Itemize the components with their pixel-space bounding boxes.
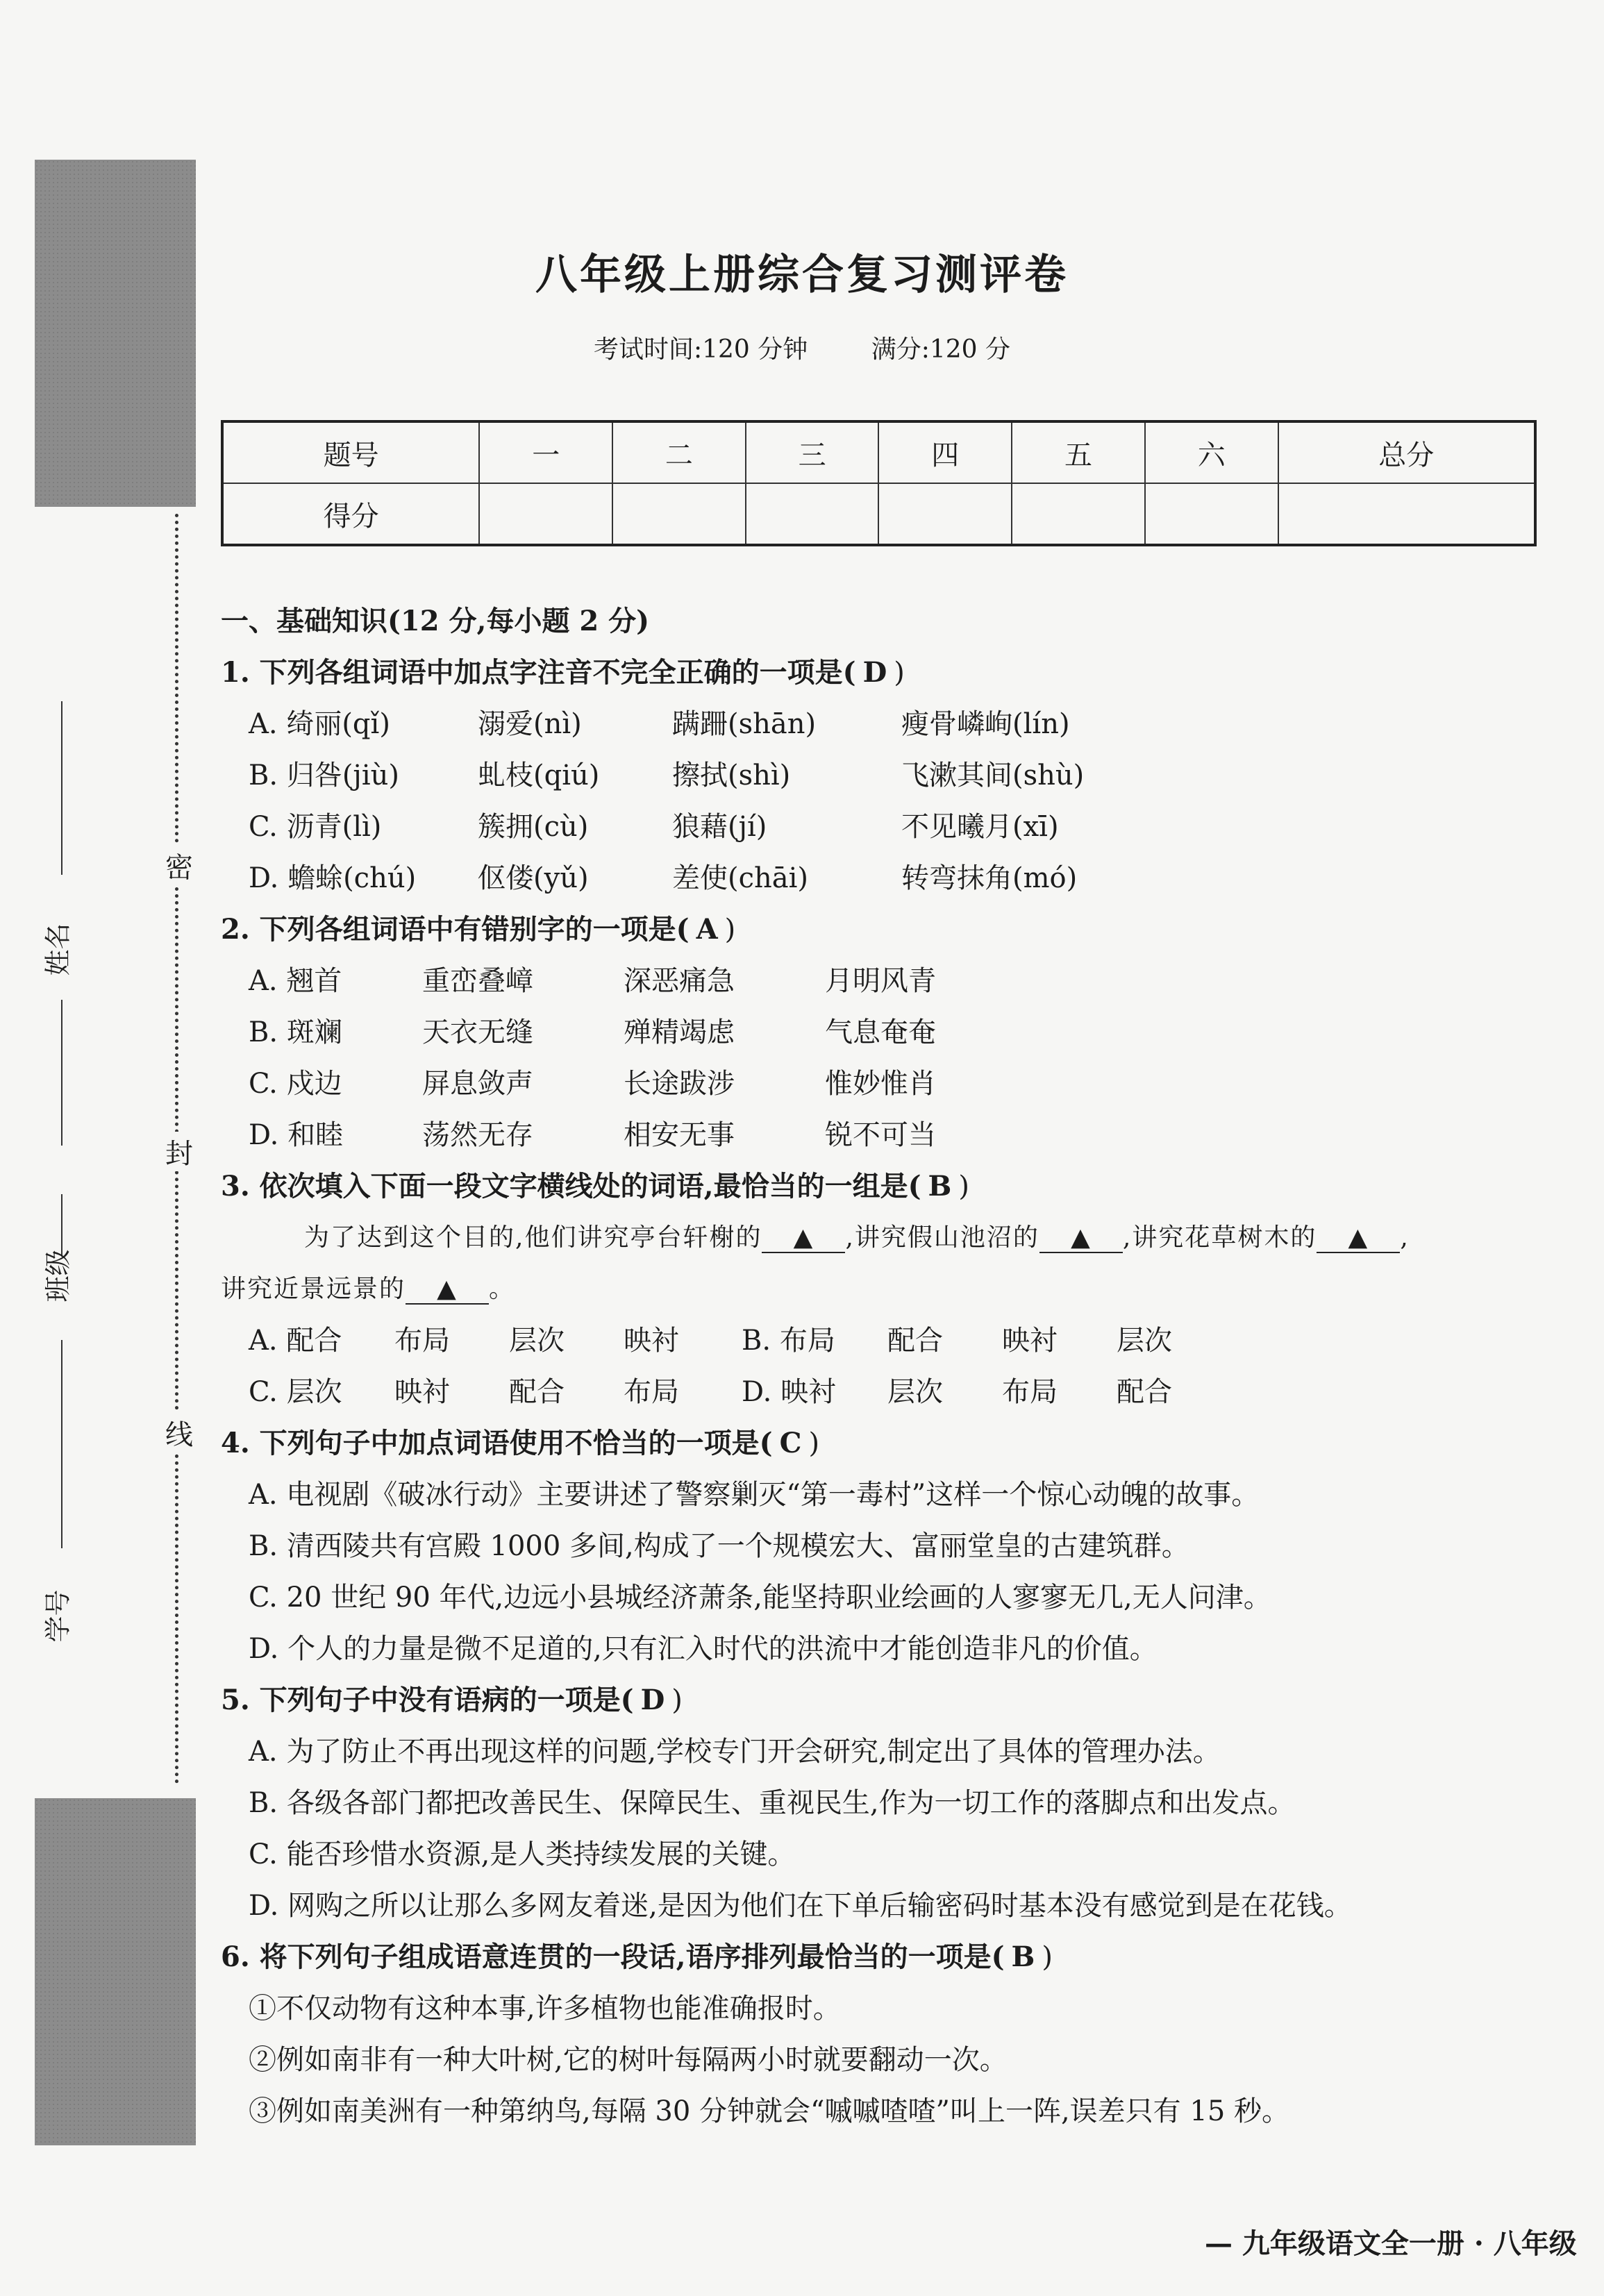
q1-close: ) [894, 657, 905, 689]
q1-option: 簇拥(cù) [478, 811, 589, 843]
q1-option: B. 归咎(jiù) [249, 760, 399, 791]
q1-option-row [221, 750, 1547, 801]
q5-option: C. 能否珍惜水资源,是人类持续发展的关键。 [249, 1838, 796, 1870]
passage-text: 讲究近景远景的 [221, 1275, 406, 1303]
fill-blank: ▲ [406, 1275, 489, 1305]
q2-option: 荡然无存 [422, 1119, 533, 1151]
q4-answer: C [779, 1427, 802, 1459]
score-table-score-row [222, 483, 1535, 545]
q4-stem: 4. 下列句子中加点词语使用不恰当的一项是( [221, 1427, 773, 1459]
q1-option-row [221, 853, 1547, 904]
q2-close: ) [724, 914, 736, 946]
q2-option: 惟妙惟肖 [825, 1068, 936, 1100]
q3-option: 布局 [1002, 1376, 1058, 1408]
q2-answer: A [696, 913, 718, 946]
q5-option: A. 为了防止不再出现这样的问题,学校专门开会研究,制定出了具体的管理办法。 [249, 1736, 1221, 1768]
q3-option: B. 布局 [742, 1325, 835, 1357]
q2-stem: 2. 下列各组词语中有错别字的一项是( [221, 913, 690, 946]
question-4 [221, 1418, 1547, 1469]
section-heading: 一、基础知识(12 分,每小题 2 分) [221, 605, 650, 637]
q1-option: 伛偻(yǔ) [478, 862, 589, 894]
page-title: 八年级上册综合复习测评卷 [535, 251, 1069, 299]
q3-option-row [221, 1315, 1547, 1366]
q3-option: D. 映衬 [742, 1376, 837, 1408]
q3-option: 配合 [1117, 1376, 1172, 1408]
page-footer: — 九年级语文全一册 · 八年级 [1205, 2227, 1577, 2260]
seal-char-mi: 密 [164, 846, 194, 885]
passage-text: 。 [489, 1275, 516, 1303]
q2-option: 月明风青 [825, 965, 936, 997]
score-row-label: 得分 [222, 483, 479, 545]
passage-text: ,讲究花草树木的 [1122, 1223, 1317, 1252]
q6-sentence: ①不仅动物有这种本事,许多植物也能准确报时。 [249, 1993, 841, 2025]
q6-stem: 6. 将下列句子组成语意连贯的一段话,语序排列最恰当的一项是( [221, 1941, 1005, 1973]
q2-option: D. 和睦 [249, 1119, 344, 1151]
q4-option: A. 电视剧《破冰行动》主要讲述了警察剿灭“第一毒村”这样一个惊心动魄的故事。 [249, 1479, 1260, 1511]
score-cell[interactable] [1145, 483, 1278, 545]
q6-sentence: ②例如南非有一种大叶树,它的树叶每隔两小时就要翻动一次。 [249, 2044, 1008, 2076]
q3-option: 布局 [394, 1325, 450, 1357]
q1-option: 狼藉(jí) [672, 811, 767, 843]
q2-option: 锐不可当 [825, 1119, 936, 1151]
class-label: 班级 [42, 1249, 74, 1302]
q1-option-row [221, 698, 1547, 750]
seal-char-feng: 封 [164, 1132, 194, 1171]
fill-blank: ▲ [1317, 1224, 1400, 1253]
score-cell[interactable] [1012, 483, 1145, 545]
name-line-2 [61, 1000, 62, 1146]
q2-option: C. 戍边 [249, 1068, 342, 1100]
q1-option: 溺爱(nì) [478, 708, 582, 740]
q1-option: 飞漱其间(shù) [901, 760, 1085, 791]
q3-passage-2 [221, 1264, 1547, 1315]
q5-stem: 5. 下列句子中没有语病的一项是( [221, 1684, 634, 1716]
fill-blank: ▲ [1039, 1224, 1123, 1253]
q3-option: 配合 [887, 1325, 943, 1357]
q5-option: D. 网购之所以让那么多网友着迷,是因为他们在下单后输密码时基本没有感觉到是在花钱。 [249, 1890, 1352, 1922]
score-header: 五 [1012, 421, 1145, 483]
fill-blank: ▲ [762, 1224, 845, 1253]
q3-option: 配合 [509, 1376, 565, 1408]
score-header: 题号 [222, 421, 479, 483]
q2-option: A. 翘首 [249, 965, 342, 997]
question-3 [221, 1161, 1547, 1212]
score-cell[interactable] [746, 483, 879, 545]
exam-info [0, 330, 1604, 365]
q5-close: ) [671, 1684, 683, 1716]
q5-option: B. 各级各部门都把改善民生、保障民生、重视民生,作为一切工作的落脚点和出发点。 [249, 1787, 1296, 1819]
q3-passage [221, 1212, 1547, 1264]
q5-answer: D [640, 1684, 665, 1716]
full-score: 满分:120 分 [871, 335, 1011, 364]
q1-option: 擦拭(shì) [672, 760, 791, 791]
q2-option: 气息奄奄 [825, 1016, 936, 1048]
score-header: 六 [1145, 421, 1278, 483]
question-6 [221, 1932, 1547, 1983]
passage-text: 为了达到这个目的,他们讲究亭台轩榭的 [304, 1223, 762, 1252]
q1-option: 转弯抹角(mó) [901, 862, 1078, 894]
q1-option: 虬枝(qiú) [478, 760, 600, 791]
q2-option-row [221, 1109, 1547, 1161]
q1-option: C. 沥青(lì) [249, 811, 382, 843]
score-cell[interactable] [1278, 483, 1535, 545]
q2-option: 长途跋涉 [624, 1068, 735, 1100]
exam-time: 考试时间:120 分钟 [593, 335, 808, 364]
class-line-2 [61, 1340, 62, 1548]
score-table-header-row [222, 421, 1535, 483]
score-cell[interactable] [479, 483, 612, 545]
seal-char-xian: 线 [164, 1413, 194, 1452]
name-label: 姓名 [42, 923, 74, 976]
q3-stem: 3. 依次填入下面一段文字横线处的词语,最恰当的一组是( [221, 1170, 921, 1203]
q2-option: 殚精竭虑 [624, 1016, 735, 1048]
q1-option: 差使(chāi) [672, 862, 809, 894]
q3-option: 布局 [624, 1376, 679, 1408]
q3-option: 映衬 [1002, 1325, 1058, 1357]
questions [221, 596, 1547, 2137]
q3-option: 映衬 [624, 1325, 679, 1357]
q4-option: B. 清西陵共有宫殿 1000 多间,构成了一个规模宏大、富丽堂皇的古建筑群。 [249, 1530, 1189, 1562]
q3-close: ) [958, 1171, 969, 1203]
passage-text: ,讲究假山池沼的 [845, 1223, 1039, 1252]
q1-option-row [221, 801, 1547, 853]
score-header: 一 [479, 421, 612, 483]
q3-option: 层次 [509, 1325, 565, 1357]
q3-option-row [221, 1366, 1547, 1418]
score-table [221, 420, 1537, 546]
score-cell[interactable] [612, 483, 746, 545]
q1-stem: 1. 下列各组词语中加点字注音不完全正确的一项是( [221, 656, 856, 689]
q4-close: ) [808, 1427, 820, 1459]
q4-option: C. 20 世纪 90 年代,边远小县城经济萧条,能坚持职业绘画的人寥寥无几,无人问津。 [249, 1582, 1271, 1614]
question-2 [221, 904, 1547, 955]
q1-answer: D [862, 656, 887, 689]
q2-option: 重峦叠嶂 [422, 965, 533, 997]
q1-option: 不见曦月(xī) [901, 811, 1059, 843]
q1-option: 瘦骨嶙峋(lín) [901, 708, 1070, 740]
q2-option-row [221, 1058, 1547, 1109]
binding-gray-block-bottom [35, 1798, 196, 2145]
name-line [61, 701, 62, 875]
student-id-label: 学号 [42, 1589, 74, 1643]
q3-option: 映衬 [394, 1376, 450, 1408]
q2-option: 天衣无缝 [422, 1016, 533, 1048]
question-1 [221, 647, 1547, 698]
q2-option: 屏息敛声 [422, 1068, 533, 1100]
q2-option-row [221, 955, 1547, 1007]
score-header: 四 [878, 421, 1012, 483]
q1-option: D. 蟾蜍(chú) [249, 862, 417, 894]
q2-option: 相安无事 [624, 1119, 735, 1151]
score-header: 二 [612, 421, 746, 483]
q1-option: A. 绮丽(qǐ) [249, 708, 390, 740]
q4-option: D. 个人的力量是微不足道的,只有汇入时代的洪流中才能创造非凡的价值。 [249, 1633, 1158, 1665]
q3-option: 层次 [1117, 1325, 1172, 1357]
q3-option: C. 层次 [249, 1376, 342, 1408]
q1-option: 蹒跚(shān) [672, 708, 817, 740]
q3-answer: B [928, 1170, 952, 1203]
q2-option-row [221, 1007, 1547, 1058]
q6-sentence: ③例如南美洲有一种第纳鸟,每隔 30 分钟就会“嘁嘁喳喳”叫上一阵,误差只有 15 秒。 [249, 2095, 1289, 2127]
q2-option: 深恶痛急 [624, 965, 735, 997]
q6-answer: B [1011, 1941, 1035, 1973]
score-header: 总分 [1278, 421, 1535, 483]
question-5 [221, 1675, 1547, 1726]
q3-option: 层次 [887, 1376, 943, 1408]
score-header: 三 [746, 421, 879, 483]
q3-option: A. 配合 [249, 1325, 342, 1357]
q6-close: ) [1042, 1941, 1053, 1973]
passage-text: , [1400, 1223, 1410, 1252]
score-cell[interactable] [878, 483, 1012, 545]
q2-option: B. 斑斓 [249, 1016, 342, 1048]
class-line [61, 1194, 62, 1257]
